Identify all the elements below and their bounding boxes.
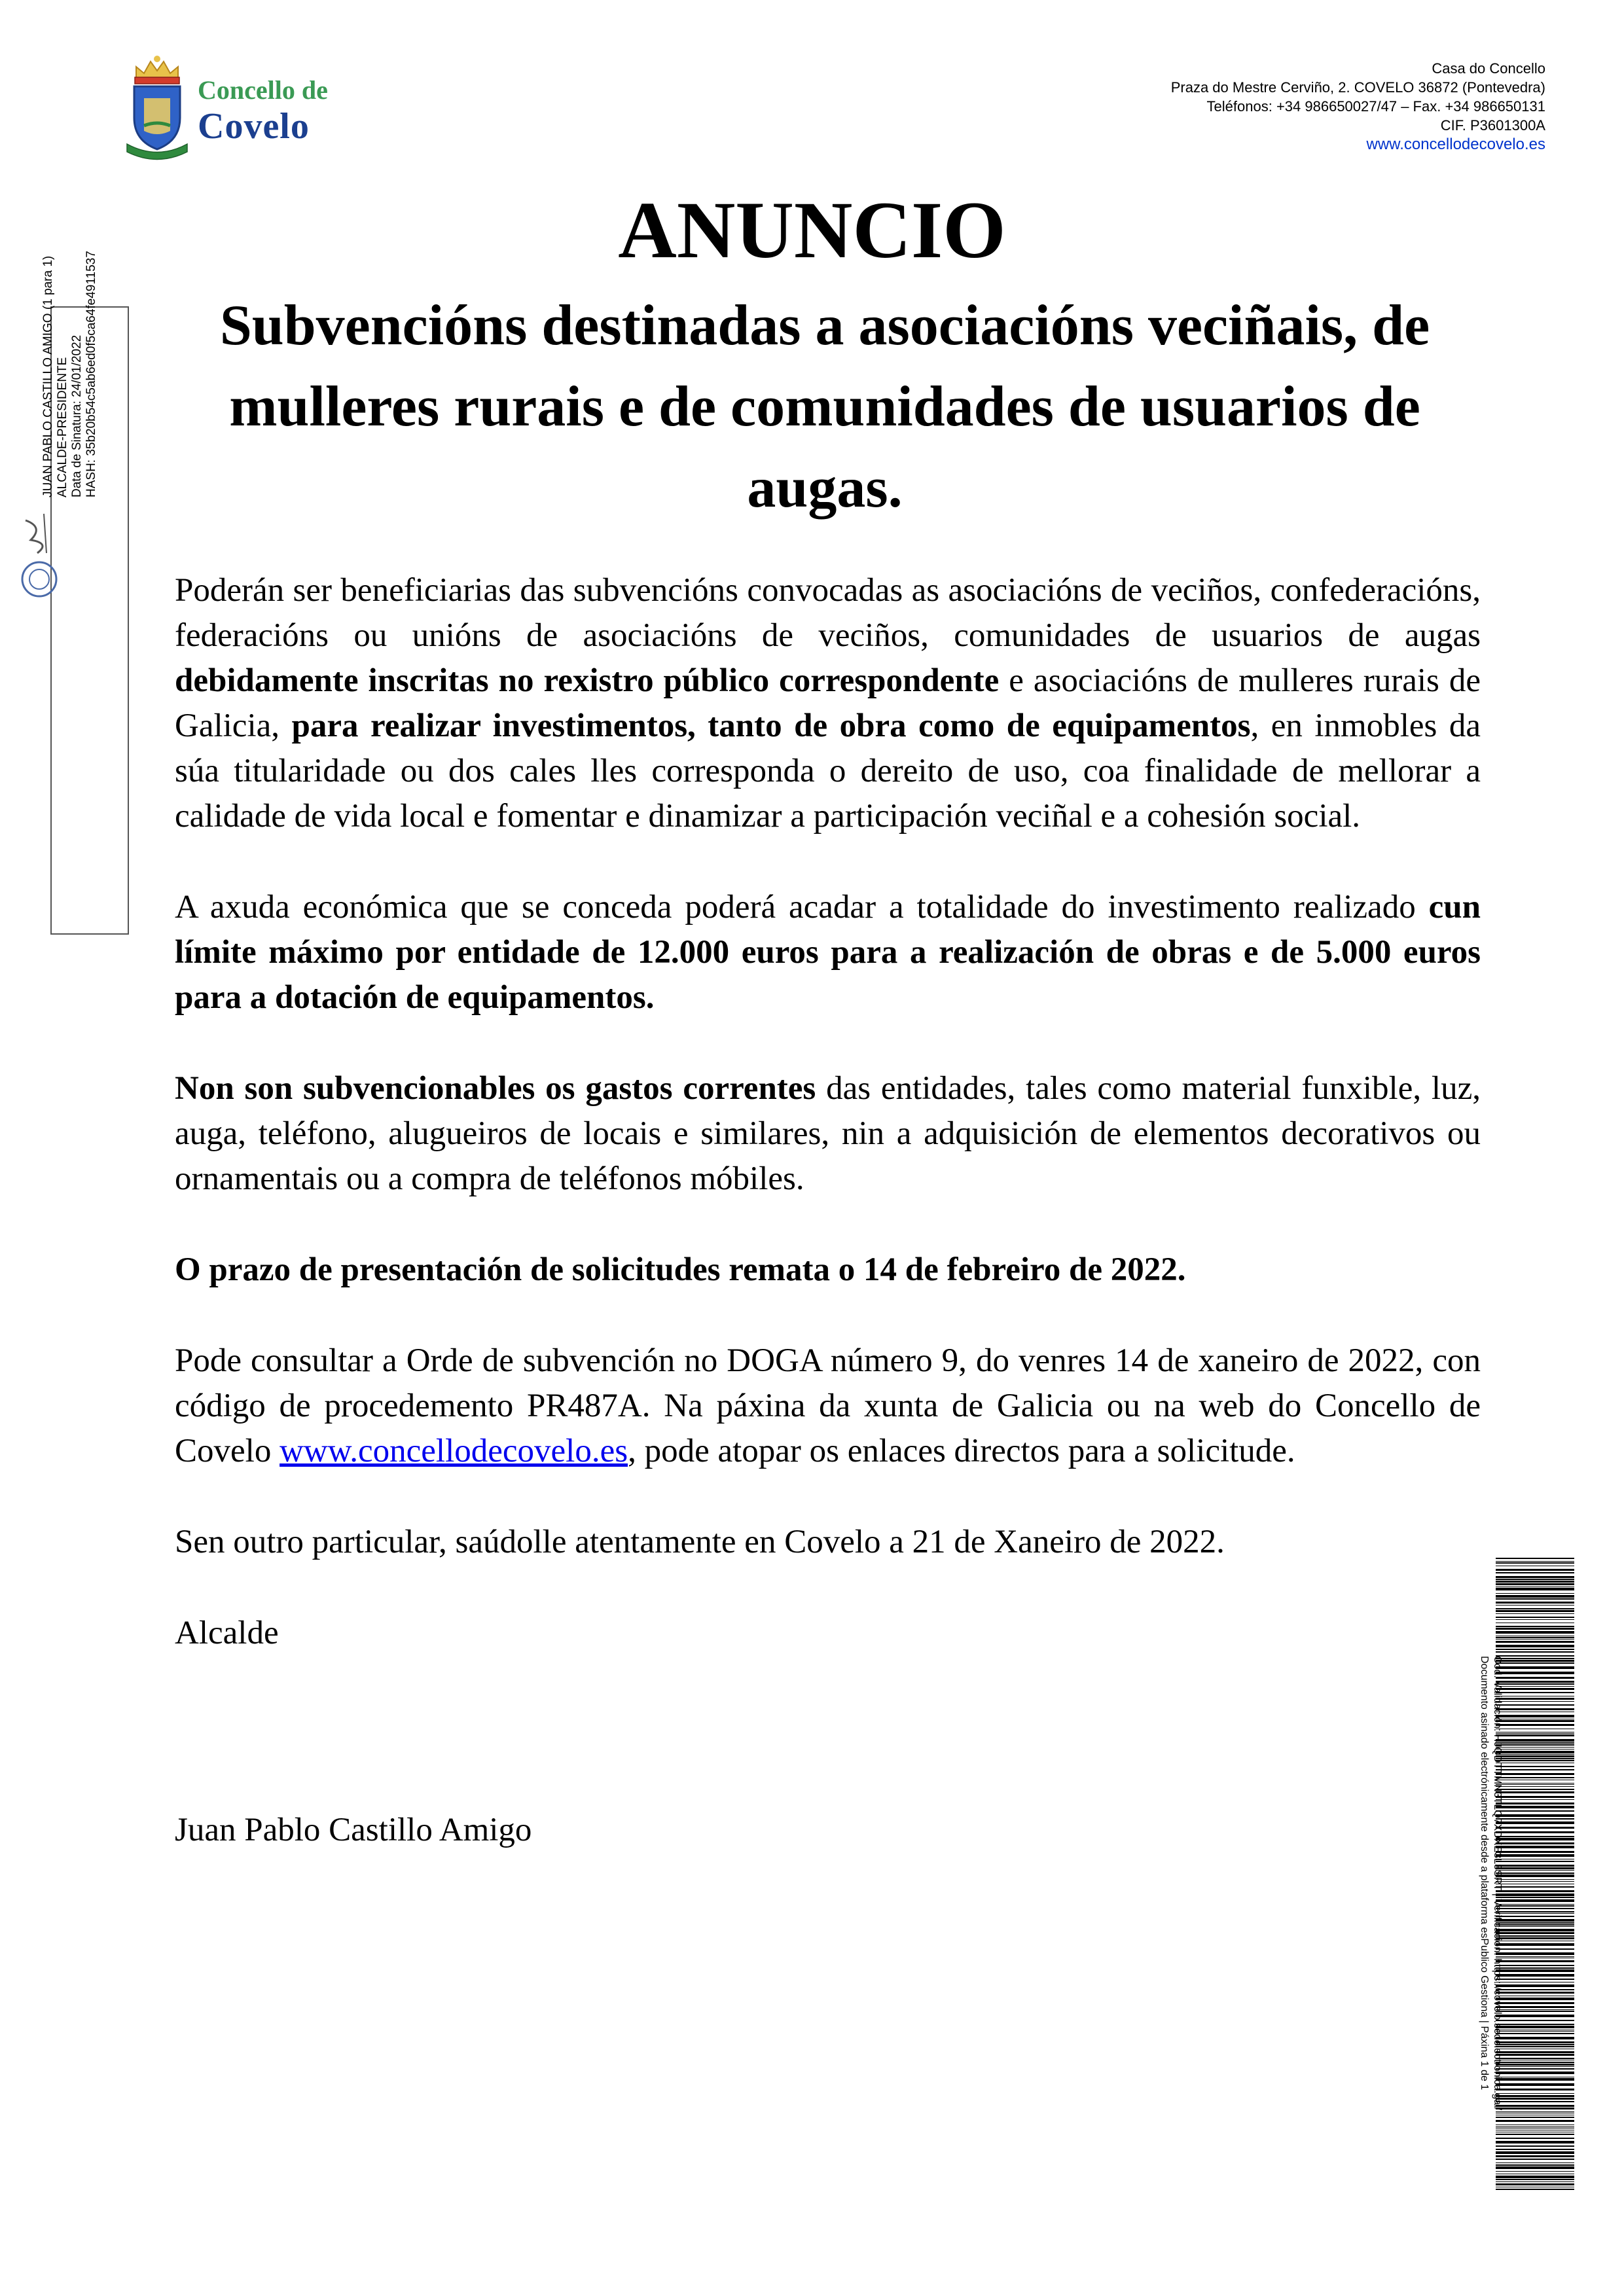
barcode-bar: [1496, 2066, 1574, 2067]
contact-line-address: Praza do Mestre Cerviño, 2. COVELO 36872 (Pontevedra): [1170, 79, 1545, 96]
paragraph-deadline: [175, 1247, 1481, 1293]
barcode-bar: [1496, 2134, 1574, 2135]
barcode-bar: [1496, 1897, 1574, 1898]
barcode-bar: [1496, 1701, 1574, 1702]
barcode-bar: [1496, 1984, 1574, 1987]
stamp-line: HASH: 35b20b54c5ab6ed0f5ca64fe4911537: [84, 251, 98, 497]
barcode-bar: [1496, 1806, 1574, 1808]
barcode-bar: [1496, 1916, 1574, 1917]
barcode-bar: [1496, 2051, 1574, 2053]
barcode-bar: [1496, 2149, 1574, 2150]
deadline-text: O prazo de presentación de solicitudes remata o 14 de febreiro de 2022.: [175, 1251, 1186, 1288]
barcode-bar: [1496, 1754, 1574, 1755]
barcode-bar: [1496, 1660, 1574, 1662]
bold-span: para realizar investimentos, tanto de obra como de equipamentos: [291, 708, 1251, 744]
barcode-bar: [1496, 1913, 1574, 1914]
barcode-bar: [1496, 2026, 1574, 2028]
barcode-bar: [1496, 2062, 1574, 2063]
barcode-bar: [1496, 2108, 1574, 2109]
bold-span: debidamente inscritas no rexistro público correspondente: [175, 662, 1000, 699]
barcode-bar: [1496, 1658, 1574, 1659]
barcode-bar: [1496, 1886, 1574, 1888]
barcode-bar: [1496, 1739, 1574, 1742]
barcode-bar: [1496, 1569, 1574, 1571]
barcode-bar: [1496, 1796, 1574, 1798]
barcode-bar: [1496, 1651, 1574, 1653]
barcode-bar: [1496, 1677, 1574, 1679]
barcode-bar: [1496, 1619, 1574, 1620]
barcode-bar: [1496, 1766, 1574, 1767]
barcode-bar: [1496, 2171, 1574, 2172]
barcode-bar: [1496, 1831, 1574, 1833]
barcode-bar: [1496, 1967, 1574, 1969]
barcode-bar: [1496, 1561, 1574, 1562]
barcode-bar: [1496, 2095, 1574, 2097]
barcode-bar: [1496, 1562, 1574, 1564]
barcode-bar: [1496, 2093, 1574, 2094]
barcode-bar: [1496, 1783, 1574, 1784]
barcode-bar: [1496, 2179, 1574, 2180]
text-span: , pode atopar os enlaces directos para a solicitude.: [628, 1433, 1295, 1469]
paragraph-exclusions: [175, 1066, 1481, 1202]
barcode-bar: [1496, 1747, 1574, 1748]
barcode-bar: [1496, 2098, 1574, 2100]
barcode-bar: [1496, 1698, 1574, 1700]
barcode-bar: [1496, 1874, 1574, 1877]
barcode-bar: [1496, 2181, 1574, 2182]
barcode-bar: [1496, 1803, 1574, 1804]
barcode-bar: [1496, 1681, 1574, 1683]
barcode-bar: [1496, 2064, 1574, 2066]
barcode-bar: [1496, 2006, 1574, 2008]
barcode-bar: [1496, 1974, 1574, 1977]
barcode-bar: [1496, 1838, 1574, 1840]
barcode-bar: [1496, 1905, 1574, 1907]
barcode-bar: [1496, 1734, 1574, 1736]
barcode-bar: [1496, 1755, 1574, 1757]
text-span: das entidades, tales como material funxible, luz, auga, teléfono, alugueiros de locais e similares, nin a adquisición de elementos decorativos ou ornamentais ou a compra de teléfonos móbiles.: [175, 1070, 1481, 1197]
barcode-bar: [1496, 2031, 1574, 2032]
barcode-bar: [1496, 2002, 1574, 2004]
signer-name: Juan Pablo Castillo Amigo: [175, 1812, 532, 1848]
logo-wordmark: [198, 75, 328, 147]
barcode-line: Documento asinado electrónicamente desde a plataforma esPublico Gestiona | Páxina 1 de 1: [1479, 1656, 1490, 2090]
barcode-bar: [1496, 1929, 1574, 1931]
barcode-bar: [1496, 1937, 1574, 1939]
barcode-bar: [1496, 1899, 1574, 1902]
stamp-line: Data de Sinatura: 24/01/2022: [70, 334, 84, 497]
barcode-bar: [1496, 1666, 1574, 1669]
logo-line2: Covelo: [198, 106, 310, 147]
barcode-bar: [1496, 1572, 1574, 1573]
bold-span: cun límite máximo por entidade de 12.000 euros para a realización de obras e de 5.000 euros para a dotación de equipamentos.: [175, 889, 1481, 1016]
signer-role: Alcalde: [175, 1615, 279, 1651]
barcode-bar: [1496, 1742, 1574, 1744]
barcode-bar: [1496, 2037, 1574, 2039]
barcode-bar: [1496, 1688, 1574, 1690]
barcode-bar: [1496, 2164, 1574, 2166]
barcode-bar: [1496, 1579, 1574, 1580]
barcode-bar: [1496, 1791, 1574, 1793]
barcode-bar: [1496, 1924, 1574, 1926]
barcode-bar: [1496, 1810, 1574, 1812]
paragraph-closing: Sen outro particular, saúdolle atentamente en Covelo a 21 de Xaneiro de 2022.: [175, 1524, 1225, 1560]
logo-line1: Concello de: [198, 75, 328, 105]
barcode-bar: [1496, 1786, 1574, 1787]
barcode-bar: [1496, 2183, 1574, 2185]
barcode-bar: [1496, 1628, 1574, 1630]
barcode-bar: [1496, 2020, 1574, 2021]
barcode-bar: [1496, 1992, 1574, 1994]
contact-line-phones: Teléfonos: +34 986650027/47 – Fax. +34 986650131: [1206, 98, 1545, 115]
barcode-bar: [1496, 2011, 1574, 2012]
barcode-bar: [1496, 2072, 1574, 2074]
contact-line-house: Casa do Concello: [1432, 60, 1545, 77]
barcode-bar: [1496, 1683, 1574, 1685]
barcode-bar: [1496, 1998, 1574, 2000]
header-website-link[interactable]: www.concellodecovelo.es: [1366, 135, 1545, 153]
barcode-bar: [1496, 1733, 1574, 1734]
barcode-line: Cod. Validación: HJQDTTMN3TLQ7XDXE3L3SRT | Verificación: https://covelo.sedelectronica.gal/: [1492, 1656, 1503, 2111]
barcode-bar: [1496, 1593, 1574, 1594]
barcode-bar: [1496, 2024, 1574, 2025]
barcode-bar: [1496, 2189, 1574, 2190]
barcode-bar: [1496, 1879, 1574, 1880]
barcode-bar: [1496, 2044, 1574, 2045]
barcode-bar: [1496, 1581, 1574, 1583]
barcode-bar: [1496, 2058, 1574, 2059]
contact-block: [1171, 59, 1545, 154]
barcode-bar: [1496, 1932, 1574, 1934]
barcode-bar: [1496, 1724, 1574, 1726]
barcode-bar: [1496, 1662, 1574, 1664]
barcode-icon: [1496, 1558, 1574, 2193]
text-span: , en inmobles da súa titularidade ou dos cales lles corresponda o dereito de uso, coa finalidade de mellorar a calidade de vida local e fomentar e dinamizar a participación veciñal e a cohesión social.: [175, 708, 1481, 834]
barcode-bar: [1496, 2159, 1574, 2160]
barcode-bar: [1496, 1827, 1574, 1829]
barcode-bar: [1496, 2105, 1574, 2107]
text-span: e asociacións de mulleres rurais de Galicia,: [175, 662, 1481, 744]
barcode-bar: [1496, 2126, 1574, 2127]
barcode-bar: [1496, 2120, 1574, 2122]
barcode-bar: [1496, 2041, 1574, 2043]
barcode-bar: [1496, 2078, 1574, 2081]
barcode-bar: [1496, 1814, 1574, 1817]
page-subtitle: Subvencións destinadas a asociacións veciñais, de mulleres rurais e de comunidades de usuarios de augas.: [219, 294, 1430, 520]
barcode-bar: [1496, 1873, 1574, 1874]
barcode-bar: [1496, 1583, 1574, 1585]
text-span: Poderán ser beneficiarias das subvencións convocadas as asociacións de veciños, confederacións, federacións ou unións de asociacións de veciños, comunidades de usuarios de augas: [175, 572, 1481, 654]
barcode-bar: [1496, 2015, 1574, 2017]
barcode-bar: [1496, 1922, 1574, 1924]
barcode-bar: [1496, 1956, 1574, 1957]
barcode-bar: [1496, 1890, 1574, 1892]
bold-span: Non son subvencionables os gastos correntes: [175, 1070, 816, 1107]
barcode-bar: [1496, 1893, 1574, 1896]
barcode-bar: [1496, 1846, 1574, 1848]
barcode-bar: [1496, 1789, 1574, 1790]
barcode-bar: [1496, 1641, 1574, 1643]
barcode-bar: [1496, 1598, 1574, 1600]
barcode-bar: [1496, 1617, 1574, 1618]
barcode-bar: [1496, 2083, 1574, 2086]
barcode-bar: [1496, 1773, 1574, 1775]
barcode-bar: [1496, 1608, 1574, 1609]
barcode-bar: [1496, 1692, 1574, 1693]
barcode-bar: [1496, 1626, 1574, 1627]
barcode-bar: [1496, 2151, 1574, 2154]
barcode-bar: [1496, 1960, 1574, 1962]
stamp-line: JUAN PABLO CASTILLO AMIGO (1 para 1): [41, 255, 55, 497]
barcode-bar: [1496, 1588, 1574, 1590]
barcode-bar: [1496, 1777, 1574, 1778]
barcode-bar: [1496, 1865, 1574, 1867]
barcode-bar: [1496, 1602, 1574, 1604]
barcode-bar: [1496, 1989, 1574, 1990]
barcode-bar: [1496, 2046, 1574, 2047]
barcode-bar: [1496, 1708, 1574, 1710]
barcode-bar: [1496, 1715, 1574, 1717]
barcode-bar: [1496, 2162, 1574, 2163]
page-title: ANUNCIO: [618, 185, 1006, 275]
barcode-bar: [1496, 1649, 1574, 1650]
barcode-bar: [1496, 1979, 1574, 1980]
paragraph-consult: [175, 1338, 1481, 1474]
barcode-bar: [1496, 1935, 1574, 1937]
announcement-body: [175, 568, 1481, 1853]
stamp-line: ALCALDE-PRESIDENTE: [56, 357, 69, 497]
barcode-bar: [1496, 1655, 1574, 1657]
signature-stamp-text: [41, 79, 99, 497]
barcode-bar: [1496, 1867, 1574, 1869]
barcode-bar: [1496, 1610, 1574, 1612]
barcode-bar: [1496, 2101, 1574, 2102]
barcode-bar: [1496, 1576, 1574, 1578]
paragraph-amount: [175, 885, 1481, 1020]
barcode-bar: [1496, 1672, 1574, 1674]
barcode-bar: [1496, 2176, 1574, 2178]
barcode-bar: [1496, 2033, 1574, 2034]
barcode-bar: [1496, 1686, 1574, 1687]
barcode-bar: [1496, 1758, 1574, 1759]
barcode-bar: [1496, 1631, 1574, 1634]
barcode-bar: [1496, 1821, 1574, 1824]
barcode-bar: [1496, 1943, 1574, 1946]
barcode-bar: [1496, 1969, 1574, 1972]
barcode-bar: [1496, 1751, 1574, 1753]
barcode-bar: [1496, 2054, 1574, 2056]
barcode-bar: [1496, 1704, 1574, 1706]
barcode-bar: [1496, 1948, 1574, 1950]
barcode-bar: [1496, 2155, 1574, 2157]
barcode-bar: [1496, 1836, 1574, 1837]
barcode-bar: [1496, 1744, 1574, 1746]
website-link[interactable]: www.concellodecovelo.es: [280, 1433, 628, 1469]
barcode-bar: [1496, 1870, 1574, 1871]
barcode-bar: [1496, 1613, 1574, 1614]
barcode-bar: [1496, 1799, 1574, 1800]
barcode-bar: [1496, 2145, 1574, 2147]
barcode-bar: [1496, 2111, 1574, 2112]
barcode-bar: [1496, 2068, 1574, 2070]
signature-seal-icon: [18, 507, 61, 605]
barcode-bar: [1496, 1911, 1574, 1912]
concello-logo: [124, 52, 360, 164]
barcode-bar: [1496, 2117, 1574, 2118]
barcode-bar: [1496, 1784, 1574, 1785]
coat-of-arms-icon: [124, 52, 190, 160]
paragraph-beneficiaries: [175, 568, 1481, 839]
text-span: Pode consultar a Orde de subvención no DOGA número 9, do venres 14 de xaneiro de 2022, con código de procedemento PR487A. Na páxina da xunta de Galicia ou na web do Concello de Covelo: [175, 1342, 1481, 1469]
barcode-bar: [1496, 1919, 1574, 1922]
barcode-bar: [1496, 1639, 1574, 1640]
barcode-bar: [1496, 1851, 1574, 1853]
barcode-bar: [1496, 1952, 1574, 1955]
barcode-bar: [1496, 1908, 1574, 1909]
barcode-bar: [1496, 1558, 1574, 1559]
barcode-bar: [1496, 1769, 1574, 1770]
contact-line-cif: CIF. P3601300A: [1440, 117, 1545, 134]
barcode-bar: [1496, 1760, 1574, 1761]
barcode-bar: [1496, 2089, 1574, 2090]
barcode-bar: [1496, 1881, 1574, 1882]
barcode-bar: [1496, 1720, 1574, 1722]
barcode-bar: [1496, 2138, 1574, 2139]
barcode-bar: [1496, 2009, 1574, 2010]
barcode-bar: [1496, 1595, 1574, 1598]
barcode-bar: [1496, 1854, 1574, 1857]
barcode-bar: [1496, 1818, 1574, 1820]
barcode-bar: [1496, 1861, 1574, 1862]
barcode-caption: [1477, 1656, 1504, 2193]
barcode-bar: [1496, 1645, 1574, 1647]
barcode-bar: [1496, 1637, 1574, 1638]
barcode-bar: [1496, 1965, 1574, 1966]
barcode-bar: [1496, 2166, 1574, 2169]
barcode-bar: [1496, 2141, 1574, 2144]
barcode-bar: [1496, 1842, 1574, 1844]
barcode-bar: [1496, 1926, 1574, 1927]
text-span: A axuda económica que se conceda poderá acadar a totalidade do investimento realizado: [175, 889, 1429, 925]
verification-barcode: [1496, 1558, 1574, 2193]
barcode-bar: [1496, 1904, 1574, 1905]
